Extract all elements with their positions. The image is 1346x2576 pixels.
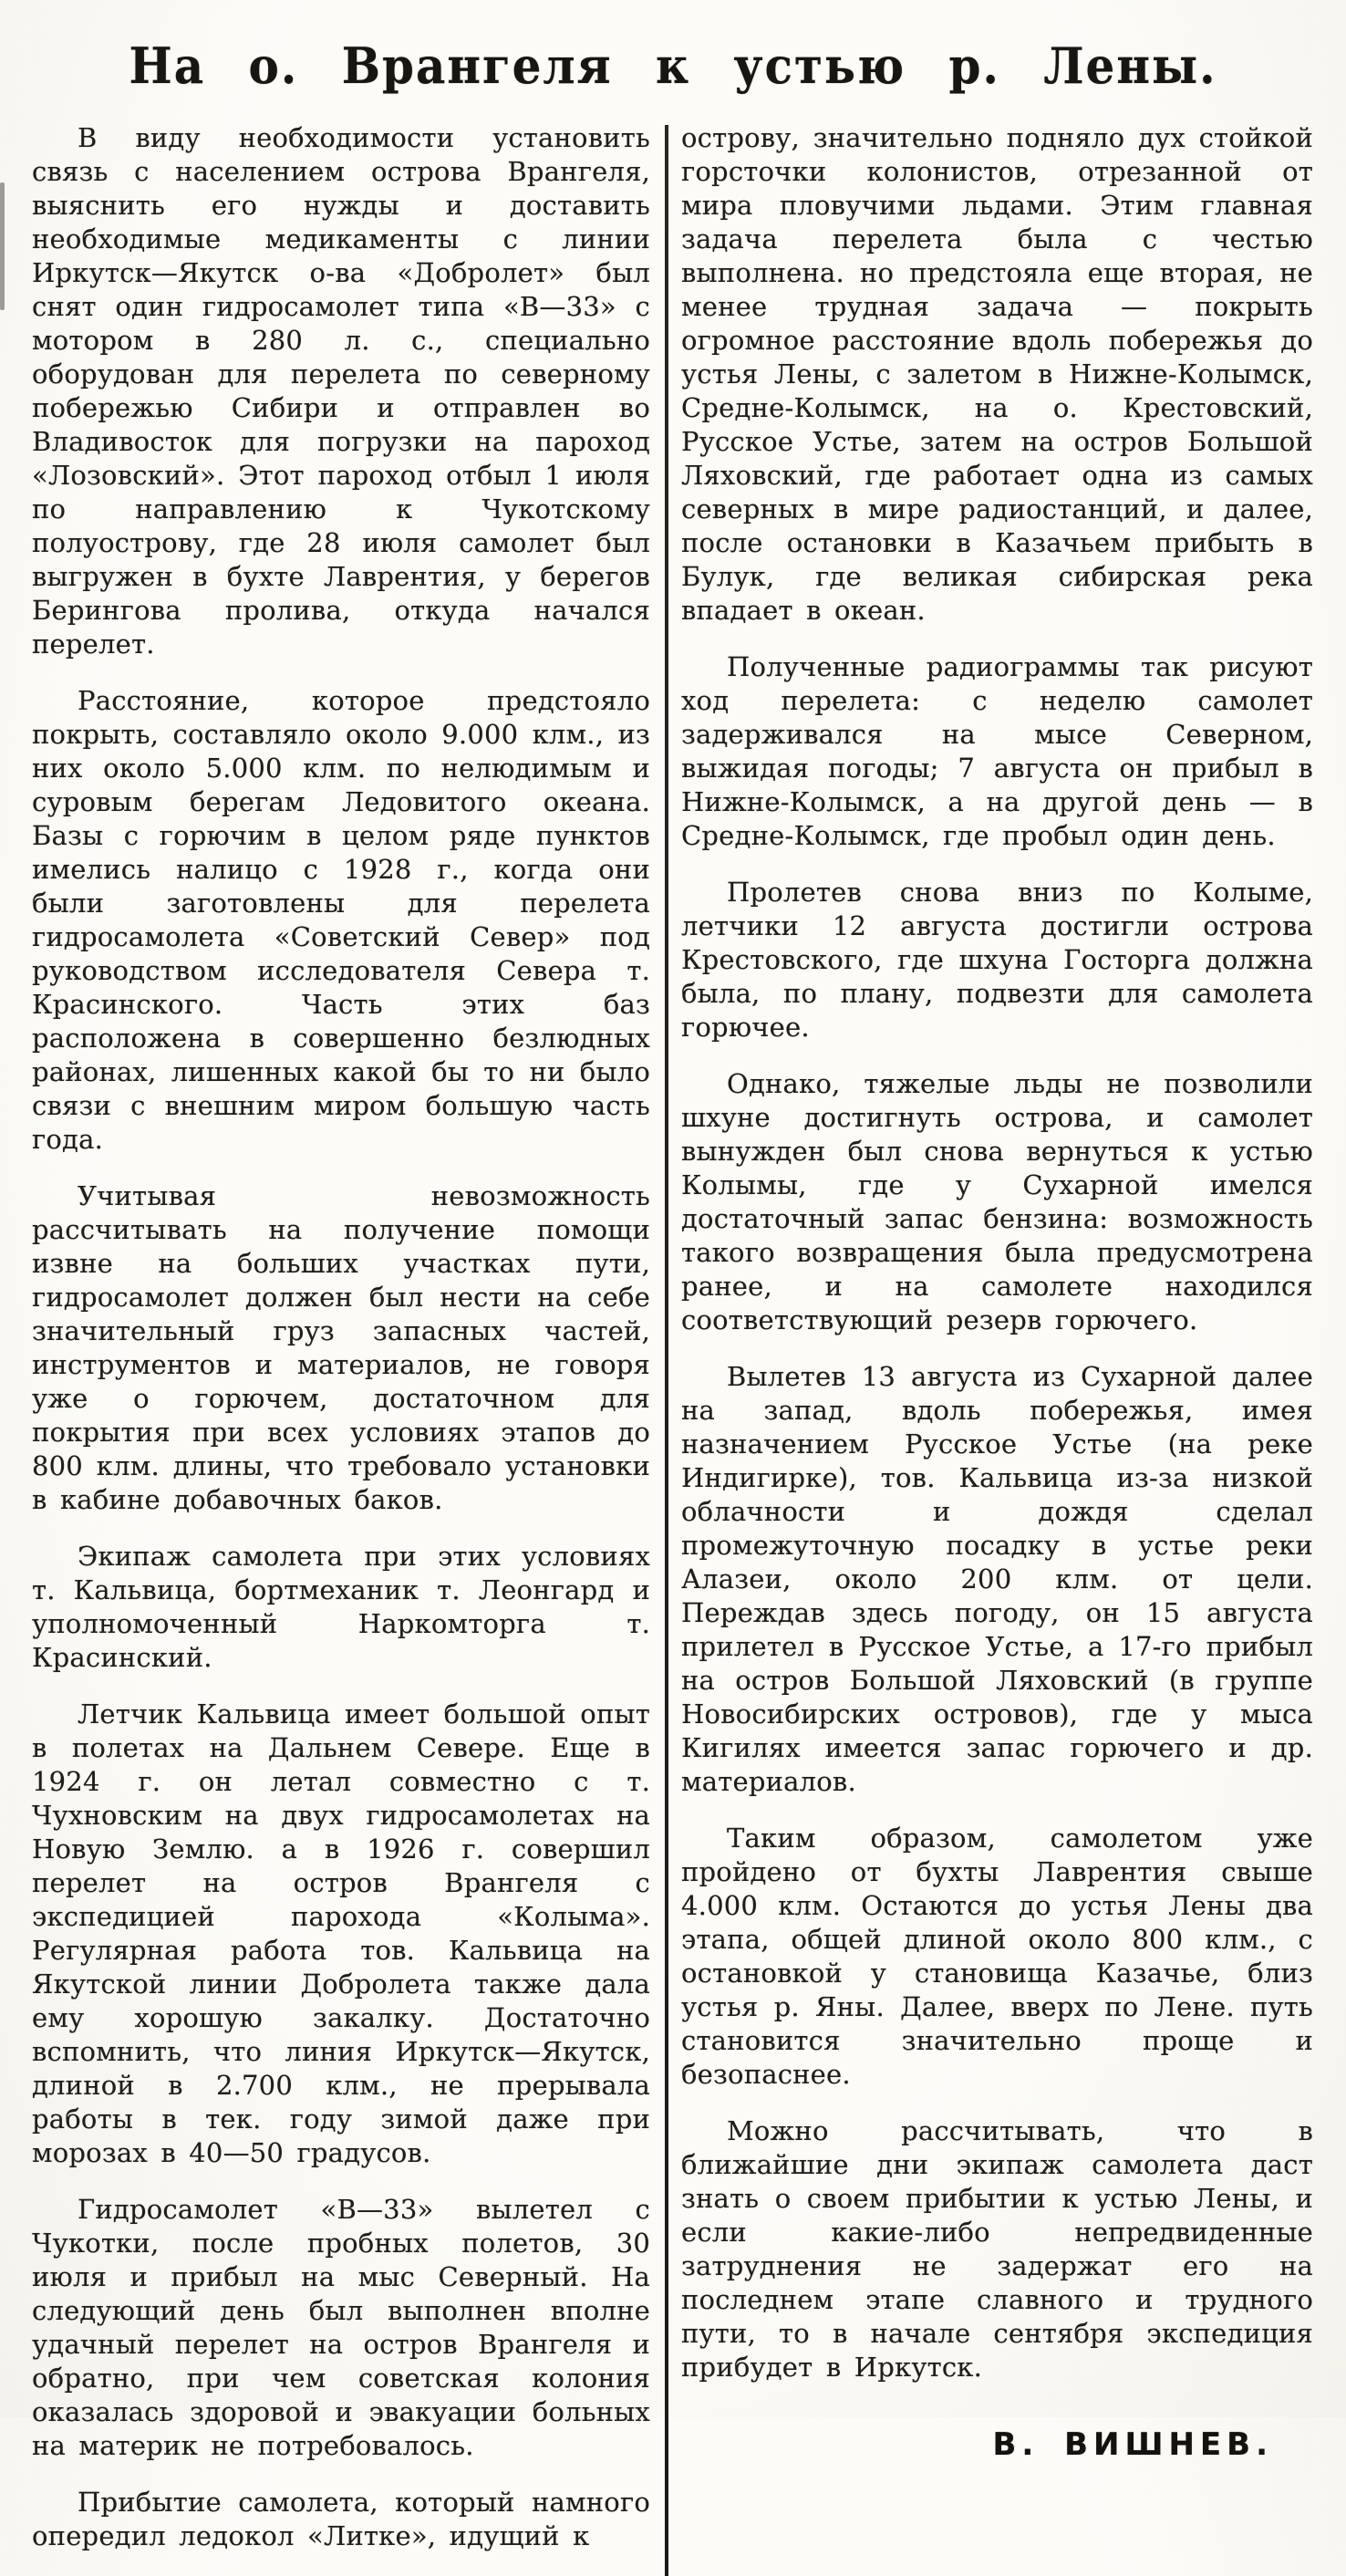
paragraph: Гидросамолет «В—33» вылетел с Чукотки, после пробных полетов, 30 июля и прибыл на мыс Северный. На следующий день был выполнен вполне удачный перелет на остров Врангеля и обратно, при чем советская колония оказалась здоровой и эвакуации больных на материк не потребовалось. [32, 2194, 650, 2461]
paragraph: Полученные радиограммы так рисуют ход перелета: с неделю самолет задерживался на мысе Северном, выжидая погоды; 7 августа он прибыл в Нижне-Колымск, а на другой день — в Средне-Колымск, где пробыл один день. [681, 651, 1313, 851]
scan-edge-smudge [0, 182, 5, 310]
author-byline: В. ВИШНЕВ. [992, 2426, 1273, 2463]
paragraph: Пролетев снова вниз по Колыме, летчики 12 августа достигли острова Крестовского, где шхуна Госторга должна была, по плану, подвезти для самолета горючее. [681, 877, 1313, 1043]
paragraph: Таким образом, самолетом уже пройдено от бухты Лаврентия свыше 4.000 клм. Остаются до устья Лены два этапа, общей длиной около 800 клм., с остановкой у становища Казачье, близ устья р. Яны. Далее, вверх по Лене. путь становится значительно проще и безопаснее. [681, 1823, 1313, 2090]
paragraph: Однако, тяжелые льды не позволили шхуне достигнуть острова, и самолет вынужден был снова вернуться к устью Колымы, где у Сухарной имелся достаточный запас бензина: возможность такого возвращения была предусмотрена ранее, и на самолете находился соответствующий резерв горючего. [681, 1068, 1313, 1335]
paragraph: Прибытие самолета, который намного опередил ледокол «Литке», идущий к [32, 2487, 650, 2551]
paragraph: острову, значительно подняло дух стойкой горсточки колонистов, отрезанной от мира пловучими льдами. Этим главная задача перелета была с честью выполнена. но предстояла еще вторая, не менее трудная задача — покрыть огромное расстояние вдоль побережья до устья Лены, с залетом в Нижне-Колымск, Средне-Колымск, на о. Крестовский, Русское Устье, затем на остров Большой Ляховский, где работает одна из самых северных в мире радиостанций, и далее, после остановки в Казачьем прибыть в Булук, где великая сибирская река впадает в океан. [681, 122, 1313, 626]
paragraph: Экипаж самолета при этих условиях т. Кальвица, бортмеханик т. Леонгард и уполномоченный Наркомторга т. Красинский. [32, 1541, 650, 1673]
paragraph: Вылетев 13 августа из Сухарной далее на запад, вдоль побережья, имея назначением Русское Устье (на реке Индигирке), тов. Кальвица из-за низкой облачности и дождя сделал промежуточную посадку в устье реки Алазеи, около 200 клм. от цели. Переждав здесь погоду, он 15 августа прилетел в Русское Устье, а 17-го прибыл на остров Большой Ляховский (в группе Новосибирских островов), где у мыса Кигилях имеется запас горючего и др. материалов. [681, 1361, 1313, 1797]
paragraph: В виду необходимости установить связь с населением острова Врангеля, выяснить его нужды и доставить необходимые медикаменты с линии Иркутск—Якутск о-ва «Добролет» был снят один гидросамолет типа «В—33» с мотором в 280 л. с., специально оборудован для перелета по северному побережью Сибири и отправлен во Владивосток для погрузки на пароход «Лозовский». Этот пароход отбыл 1 июля по направлению к Чукотскому полуострову, где 28 июля самолет был выгружен в бухте Лаврентия, у берегов Берингова пролива, откуда начался перелет. [32, 122, 650, 660]
paragraph: Можно рассчитывать, что в ближайшие дни экипаж самолета даст знать о своем прибытии к устью Лены, и если какие-либо непредвиденные затруднения не задержат его на последнем этапе славного и трудного пути, то в начале сентября экспедиция прибудет в Иркутск. [681, 2115, 1313, 2383]
paragraph: Летчик Кальвица имеет большой опыт в полетах на Дальнем Севере. Еще в 1924 г. он летал совместно с т. Чухновским на двух гидросамолетах на Новую Землю. а в 1926 г. совершил перелет на остров Врангеля с экспедицией парохода «Колыма». Регулярная работа тов. Кальвица на Якутской линии Добролета также дала ему хорошую закалку. Достаточно вспомнить, что линия Иркутск—Якутск, длиной в 2.700 клм., не прерывала работы в тек. году зимой даже при морозах в 40—50 градусов. [32, 1698, 650, 2168]
article-title: На о. Врангеля к устью р. Лены. [129, 36, 1217, 95]
article-columns [32, 121, 1313, 2576]
column-right [668, 121, 1313, 2576]
column-left [32, 121, 665, 2576]
paragraph: Учитывая невозможность рассчитывать на получение помощи извне на больших участках пути, гидросамолет должен был нести на себе значительный груз запасных частей, инструментов и материалов, не говоря уже о горючем, достаточном для покрытия при всех условиях этапов до 800 клм. длины, что требовало установки в кабине добавочных баков. [32, 1180, 650, 1515]
paragraph: Расстояние, которое предстояло покрыть, составляло около 9.000 клм., из них около 5.000 клм. по нелюдимым и суровым берегам Ледовитого океана. Базы с горючим в целом ряде пунктов имелись налицо с 1928 г., когда они были заготовлены для перелета гидросамолета «Советский Север» под руководством исследователя Севера т. Красинского. Часть этих баз расположена в совершенно безлюдных районах, лишенных какой бы то ни было связи с внешним миром большую часть года. [32, 685, 650, 1155]
